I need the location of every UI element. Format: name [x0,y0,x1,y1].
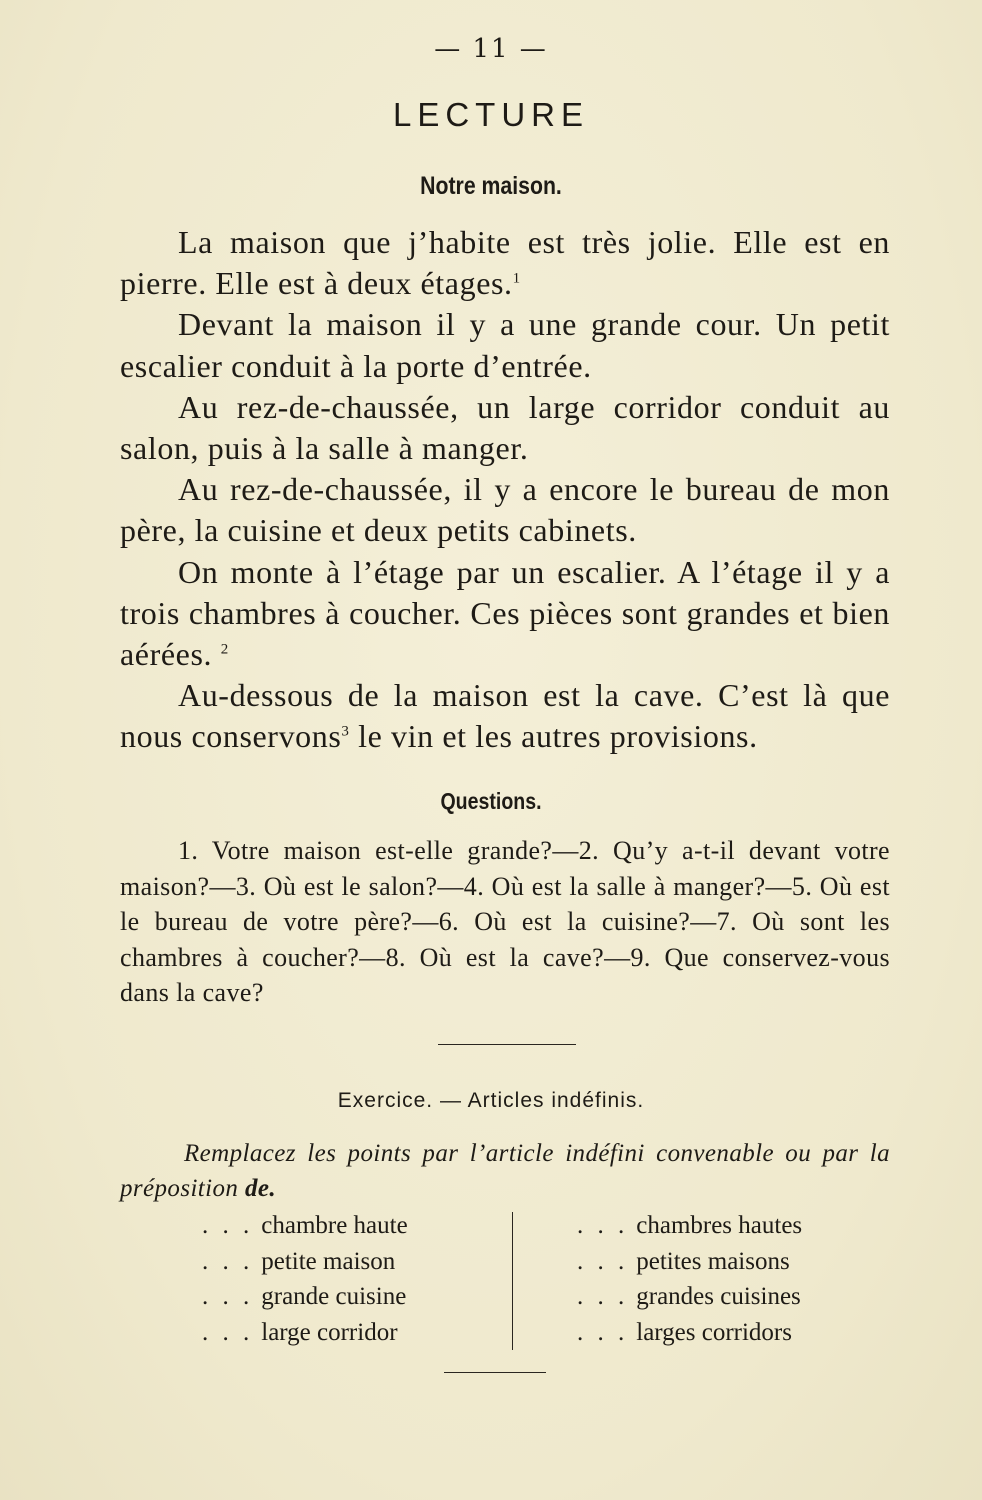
footnote-mark: 2 [220,641,229,658]
exercise-right-column [577,1208,802,1350]
instruction-bold-word: de. [244,1175,276,1202]
section-heading: LECTURE [392,96,590,133]
blank-dots: . . . [577,1247,629,1275]
divider-rule [438,1044,576,1045]
exercise-instruction: Remplacez les points par l’article indéfini convenable ou par la préposition de. [120,1140,890,1202]
footnote-mark: 3 [341,723,350,740]
footnote-mark: 1 [512,270,521,287]
blank-dots: . . . [202,1247,254,1275]
blank-dots: . . . [577,1283,629,1310]
exercise-item: . . . petites maisons [577,1247,790,1275]
column-divider [512,1212,513,1350]
exercise-item: . . . grandes cuisines [577,1283,801,1310]
questions-title: Questions. [440,788,542,814]
exercise-item: . . . chambres hautes [577,1212,803,1239]
story-paragraph: On monte à l’étage par un escalier. A l’étage il y a trois chambres à coucher. Ces pièces sont grandes et bien aérées. $^2$ [120,553,890,673]
blank-dots: . . . [202,1283,254,1310]
page-number: — 11 — [434,34,548,64]
exercise-title: Exercice. — Articles indéfinis. [337,1089,645,1112]
exercise-item: . . . large corridor [202,1318,398,1346]
blank-dots: . . . [202,1318,254,1346]
exercise-left-column [202,1208,408,1350]
story-paragraph: Devant la maison il y a une grande cour. Un petit escalier conduit à la porte d’entrée. [120,306,890,384]
blank-dots: . . . [202,1212,254,1239]
blank-dots: . . . [577,1318,629,1346]
exercise-item: . . . larges corridors [577,1318,792,1346]
story-title: Notre maison. [420,172,562,200]
bottom-divider-rule [444,1372,546,1373]
story-text [120,222,890,758]
story-paragraph: Au-dessous de la maison est la cave. C’est là que nous conservons$^3$ le vin et les autres provisions. [120,677,890,755]
exercise-item: . . . chambre haute [202,1212,408,1239]
story-paragraph: Au rez-de-chaussée, il y a encore le bureau de mon père, la cuisine et deux petits cabinets. [120,471,890,549]
exercise-item: . . . petite maison [202,1247,396,1275]
exercise-item: . . . grande cuisine [202,1283,407,1310]
questions-text [120,833,890,1011]
story-paragraph: Au rez-de-chaussée, un large corridor conduit au salon, puis à la salle à manger. [120,388,890,467]
story-paragraph: La maison que j’habite est très jolie. Elle est en pierre. Elle est à deux étages.$^1$ [120,224,890,302]
blank-dots: . . . [577,1212,629,1239]
questions-paragraph: 1. Votre maison est-elle grande?—2. Qu’y a-t-il devant votre maison?—3. Où est le salon?—4. Où est la salle à manger?—5. Où est le bureau de votre père?—6. Où est la cuisine?—7. Où sont les chambres à coucher?—8. Où est la cave?—9. Que conservez-vous dans la cave? [120,836,890,1008]
